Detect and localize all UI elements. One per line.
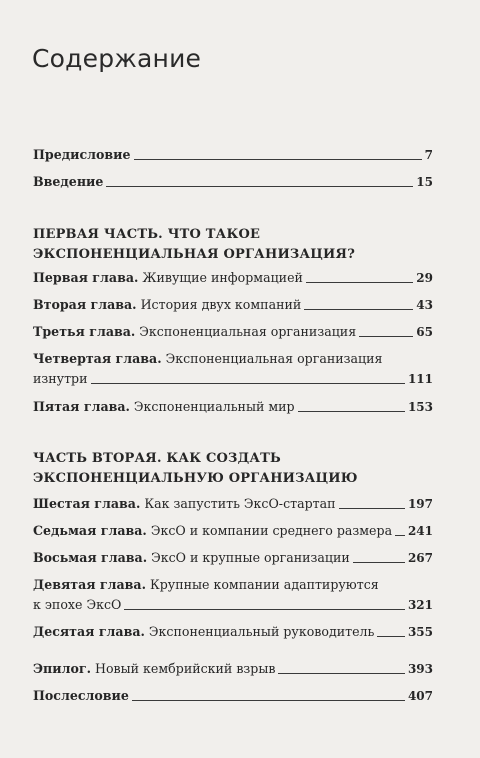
dot-leader <box>106 186 413 187</box>
page-title: Содержание <box>32 44 202 73</box>
toc-entry-chapter-4[interactable] <box>33 349 433 389</box>
chapter-number: Седьмая глава. <box>33 523 147 538</box>
entry-label: Предисловие <box>33 147 131 162</box>
page-number: 407 <box>407 689 433 703</box>
page-number: 111 <box>407 372 433 386</box>
page-number: 7 <box>424 148 433 162</box>
toc-entry-chapter-8[interactable] <box>33 548 433 568</box>
toc-entry-epilogue[interactable] <box>33 659 433 679</box>
chapter-title: Живущие информацией <box>142 270 303 285</box>
chapter-number: Вторая глава. <box>33 297 137 312</box>
page-number: 43 <box>416 298 433 312</box>
toc-entry-preface[interactable] <box>33 145 433 165</box>
page-number: 355 <box>407 625 433 639</box>
toc-entry-chapter-2[interactable] <box>33 295 433 315</box>
page-number: 29 <box>416 271 433 285</box>
entry-label: Послесловие <box>33 688 129 703</box>
dot-leader <box>395 535 405 536</box>
chapter-title: Крупные компании адаптируются <box>149 577 379 592</box>
chapter-number: Восьмая глава. <box>33 550 148 565</box>
chapter-title: Экспоненциальная организация <box>165 351 383 366</box>
dot-leader <box>339 508 405 509</box>
dot-leader <box>124 609 405 610</box>
chapter-title: История двух компаний <box>140 297 302 312</box>
page-number: 267 <box>407 551 433 565</box>
chapter-title-continued: изнутри <box>33 371 88 386</box>
toc-entry-introduction[interactable] <box>33 172 433 192</box>
toc-entry-chapter-9[interactable] <box>33 575 433 615</box>
chapter-number: Девятая глава. <box>33 577 146 592</box>
chapter-number: Эпилог. <box>33 661 91 676</box>
page-number: 321 <box>407 598 433 612</box>
dot-leader <box>353 562 405 563</box>
dot-leader <box>377 636 405 637</box>
toc-entry-chapter-3[interactable] <box>33 322 433 342</box>
dot-leader <box>278 673 404 674</box>
chapter-title: Новый кембрийский взрыв <box>94 661 276 676</box>
dot-leader <box>91 383 405 384</box>
dot-leader <box>359 336 413 337</box>
page-number: 15 <box>416 175 433 189</box>
toc-entry-chapter-6[interactable] <box>33 494 433 514</box>
toc-entry-afterword[interactable] <box>33 686 433 706</box>
toc-entry-chapter-7[interactable] <box>33 521 433 541</box>
chapter-number: Четвертая глава. <box>33 351 162 366</box>
part-heading-two: ЧАСТЬ ВТОРАЯ. КАК СОЗДАТЬ ЭКСПОНЕНЦИАЛЬНУЮ ОРГАНИЗАЦИЮ <box>33 451 358 486</box>
chapter-title: Как запустить ЭксО-стартап <box>144 496 336 511</box>
chapter-title: ЭксО и компании среднего размера <box>150 523 393 538</box>
page-number: 65 <box>416 325 433 339</box>
page-number: 197 <box>407 497 433 511</box>
toc-entry-chapter-1[interactable] <box>33 268 433 288</box>
chapter-title: Экспоненциальный мир <box>133 399 295 414</box>
dot-leader <box>304 309 413 310</box>
chapter-title: Экспоненциальный руководитель <box>148 624 375 639</box>
entry-label: Введение <box>33 174 104 189</box>
toc-entry-chapter-10[interactable] <box>33 622 433 642</box>
part-heading-one: ПЕРВАЯ ЧАСТЬ. ЧТО ТАКОЕ ЭКСПОНЕНЦИАЛЬНАЯ ОРГАНИЗАЦИЯ? <box>33 227 356 262</box>
dot-leader <box>132 700 405 701</box>
chapter-title-continued: к эпохе ЭксО <box>33 597 122 612</box>
chapter-title: Экспоненциальная организация <box>139 324 357 339</box>
page-number: 393 <box>407 662 433 676</box>
page-number: 241 <box>407 524 433 538</box>
page-number: 153 <box>407 400 433 414</box>
toc-entry-chapter-5[interactable] <box>33 397 433 417</box>
dot-leader <box>298 411 405 412</box>
chapter-number: Десятая глава. <box>33 624 145 639</box>
dot-leader <box>134 159 422 160</box>
chapter-title: ЭксО и крупные организации <box>151 550 350 565</box>
dot-leader <box>306 282 413 283</box>
chapter-number: Пятая глава. <box>33 399 130 414</box>
chapter-number: Первая глава. <box>33 270 139 285</box>
chapter-number: Третья глава. <box>33 324 136 339</box>
chapter-number: Шестая глава. <box>33 496 141 511</box>
